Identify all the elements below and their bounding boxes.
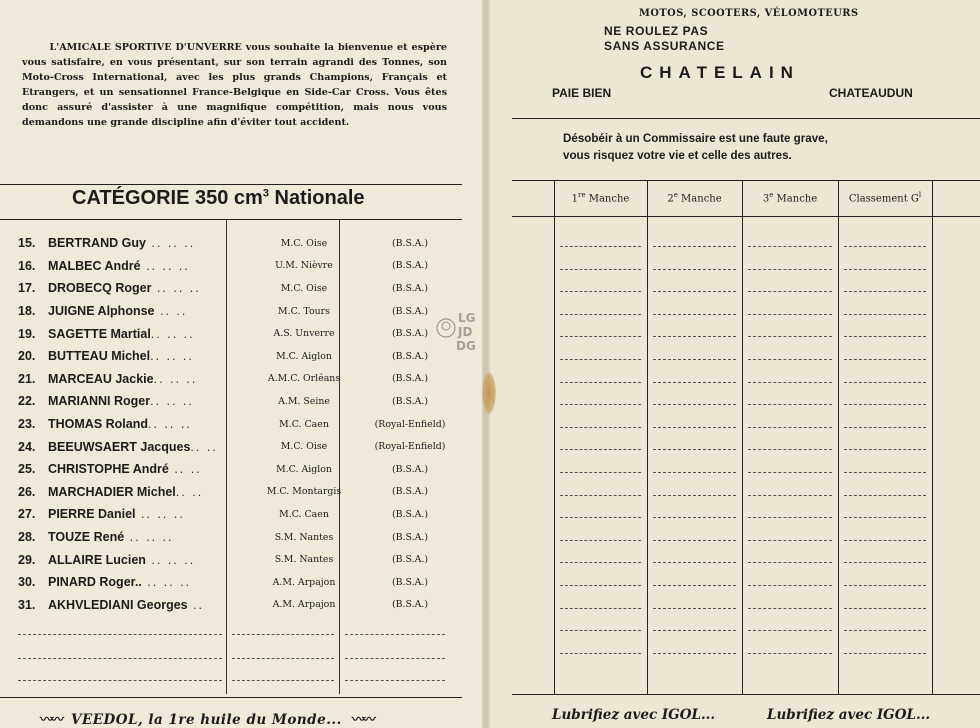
score-entry-line [653, 540, 736, 541]
score-header-sup: e [769, 191, 774, 199]
rider-club: M.C. Caen [279, 418, 329, 430]
rider-row [18, 435, 458, 458]
score-entry-line [560, 472, 641, 473]
rider-club: U.M. Nièvre [275, 260, 333, 272]
score-entry-line [653, 246, 736, 247]
motos-header: MOTOS, SCOOTERS, VÉLOMOTEURS [639, 8, 859, 19]
score-entry-line [844, 653, 926, 654]
rider-name: BUTTEAU Michel [48, 349, 151, 364]
score-entry-line [844, 517, 926, 518]
score-entry-line [748, 540, 832, 541]
score-entry-line [844, 291, 926, 292]
score-entry-line [653, 382, 736, 383]
rider-number: 22. [18, 394, 36, 409]
chateaudun: CHATEAUDUN [829, 86, 913, 100]
category-suffix: Nationale [268, 187, 365, 209]
score-entry-line [560, 495, 641, 496]
rider-name: BERTRAND Guy [48, 236, 146, 251]
score-entry-line [653, 585, 736, 586]
category-sup: 3 [262, 187, 269, 200]
score-entry-line [844, 540, 926, 541]
paie-bien: PAIE BIEN [552, 86, 612, 100]
rider-number: 26. [18, 484, 36, 499]
leader-dots: .. .. [168, 462, 202, 477]
score-entry-line [844, 359, 926, 360]
rider-make: (B.S.A.) [391, 237, 428, 249]
score-entry-line [844, 608, 926, 609]
rider-row [18, 481, 458, 504]
blank-line-4 [18, 658, 222, 659]
rider-make: (B.S.A.) [391, 599, 428, 611]
score-column-line [742, 181, 743, 694]
rider-make: (B.S.A.) [391, 305, 428, 317]
rider-number: 17. [18, 281, 36, 296]
score-column-line [554, 181, 555, 694]
rider-make: (B.S.A.) [391, 328, 428, 340]
score-entry-line [653, 359, 736, 360]
rider-number: 28. [18, 530, 36, 545]
score-entry-line [653, 630, 736, 631]
score-entry-line [748, 336, 832, 337]
score-entry-line [748, 269, 832, 270]
rider-name-cell [48, 345, 246, 368]
igol-advert-1: Lubrifiez avec IGOL... [552, 707, 716, 723]
score-entry-line [560, 382, 641, 383]
rider-row [18, 368, 458, 391]
score-entry-line [560, 404, 641, 405]
score-entry-line [560, 246, 641, 247]
rider-make: (B.S.A.) [391, 260, 428, 272]
rider-make: (B.S.A.) [391, 531, 428, 543]
insurance-slogan [604, 24, 725, 54]
score-header [742, 191, 838, 204]
leader-dots: .. .. .. [141, 575, 192, 590]
ne-roulez-pas: NE ROULEZ PAS [604, 24, 709, 38]
score-entry-line [653, 404, 736, 405]
rider-make: (B.S.A.) [391, 395, 428, 407]
score-entry-line [560, 359, 641, 360]
rule-under-title [0, 219, 462, 220]
rider-row [18, 548, 458, 571]
rider-name-cell [48, 255, 246, 278]
score-entry-line [653, 608, 736, 609]
rider-name-cell [48, 232, 246, 255]
score-header-main: Classement G [848, 193, 919, 205]
right-page [488, 0, 980, 728]
leader-dots: .. .. .. [151, 281, 201, 296]
score-entry-line [748, 630, 832, 631]
leader-dots: .. .. .. [150, 394, 194, 409]
rider-club: M.C. Tours [278, 305, 330, 317]
rule-score-head [512, 216, 980, 217]
score-entry-line [844, 269, 926, 270]
rule-top [0, 184, 462, 185]
rider-name-cell [48, 594, 246, 617]
rider-make: (B.S.A.) [391, 282, 428, 294]
rider-club: M.C. Aiglon [276, 350, 332, 362]
svg-text:LG: LG [458, 311, 476, 325]
rider-number: 19. [18, 326, 36, 341]
score-entry-line [748, 585, 832, 586]
category-label: CATÉGORIE 350 cm [72, 187, 263, 209]
rider-name: THOMAS Roland [48, 417, 148, 432]
rider-club: M.C. Oise [280, 237, 328, 249]
score-entry-line [748, 246, 832, 247]
rule-score-top [512, 180, 980, 181]
score-entry-line [560, 449, 641, 450]
blank-line-2 [232, 634, 334, 635]
rider-make: (Royal-Enfield) [374, 418, 446, 430]
score-entry-line [844, 382, 926, 383]
score-entry-line [844, 404, 926, 405]
leader-dots: .. .. [154, 304, 188, 319]
score-entry-line [748, 314, 832, 315]
rider-make: (B.S.A.) [391, 463, 428, 475]
rider-club: A.S. Unverre [273, 328, 335, 340]
leader-dots: .. .. .. [153, 371, 198, 386]
score-entry-line [748, 359, 832, 360]
score-entry-line [560, 336, 641, 337]
rider-name: ALLAIRE Lucien [48, 552, 146, 567]
rider-name-cell [48, 322, 246, 345]
svg-text:JD: JD [458, 325, 473, 339]
score-entry-line [560, 517, 641, 518]
rider-make: (B.S.A.) [391, 486, 428, 498]
rider-club: S.M. Nantes [274, 554, 334, 566]
rider-name: CHRISTOPHE André [48, 462, 169, 477]
score-header-rest: Manche [585, 193, 630, 205]
rider-name-cell [48, 503, 246, 526]
wave-ornament-left: 〰〰 [40, 712, 61, 728]
rider-number: 30. [18, 575, 36, 590]
blank-line-5 [232, 658, 334, 659]
leader-dots: .. .. .. [150, 349, 194, 364]
rider-number: 20. [18, 349, 36, 364]
score-column-line [647, 181, 648, 694]
rider-name-cell [48, 390, 246, 413]
rider-number: 18. [18, 304, 36, 319]
rider-number: 31. [18, 597, 36, 612]
score-entry-line [560, 630, 641, 631]
blank-line-6 [345, 658, 445, 659]
rider-make: (B.S.A.) [391, 508, 428, 520]
score-entry-line [748, 449, 832, 450]
rider-name: MARCEAU Jackie [48, 371, 154, 386]
chatelain-brand: CHATELAIN [640, 63, 800, 82]
veedol-advert [30, 708, 383, 728]
rider-club: A.M. Arpajon [272, 576, 336, 588]
rider-name: MARIANNI Roger [48, 394, 151, 409]
rider-name: PIERRE Daniel [48, 507, 136, 522]
score-entry-line [560, 427, 641, 428]
rider-name: AKHVLEDIANI Georges [48, 597, 188, 612]
blank-line-8 [232, 680, 334, 681]
score-column-line [838, 181, 839, 694]
paper-stain [482, 372, 496, 414]
rider-club: S.M. Nantes [274, 531, 334, 543]
score-entry-line [560, 653, 641, 654]
score-entry-line [748, 562, 832, 563]
rider-number: 15. [18, 236, 36, 251]
rider-name: BEEUWSAERT Jacques [48, 439, 191, 454]
leader-dots: .. .. [175, 484, 204, 499]
rider-row [18, 322, 458, 345]
rider-name-cell [48, 458, 246, 481]
score-header-main: 2 [667, 193, 674, 205]
score-entry-line [748, 291, 832, 292]
warning-line-1: Désobéir à un Commissaire est une faute grave, [563, 132, 828, 145]
score-entry-line [748, 495, 832, 496]
score-entry-line [653, 336, 736, 337]
blank-line-7 [18, 680, 222, 681]
score-entry-line [560, 562, 641, 563]
score-entry-line [844, 472, 926, 473]
rider-name-cell [48, 368, 246, 391]
score-entry-line [653, 291, 736, 292]
leader-dots: .. .. .. [148, 417, 192, 432]
score-header-rest: Manche [677, 193, 722, 205]
rider-row [18, 594, 458, 617]
rule-right-top [512, 118, 980, 119]
igol-advert-2: Lubrifiez avec IGOL... [767, 707, 931, 723]
score-header-sup: l [918, 191, 922, 199]
rider-name: MARCHADIER Michel [48, 484, 176, 499]
rider-club: M.C. Aiglon [276, 463, 332, 475]
score-header-main: 3 [762, 193, 770, 205]
leader-dots: .. .. .. [135, 507, 185, 522]
rider-number: 29. [18, 552, 36, 567]
score-entry-line [844, 427, 926, 428]
score-header-sup: e [673, 191, 678, 199]
score-entry-line [560, 585, 641, 586]
category-title [72, 187, 365, 210]
rider-name-cell [48, 526, 246, 549]
rider-name: DROBECQ Roger [48, 281, 152, 296]
rider-club: M.C. Oise [280, 282, 328, 294]
club-name: L'AMICALE SPORTIVE D'UNVERRE [49, 42, 242, 53]
rider-name-cell [48, 548, 246, 571]
blank-line-3 [345, 634, 445, 635]
rider-number: 16. [18, 258, 36, 273]
score-entry-line [844, 246, 926, 247]
leader-dots: .. .. .. [145, 236, 196, 251]
score-entry-line [748, 608, 832, 609]
score-entry-line [653, 449, 736, 450]
score-entry-line [844, 495, 926, 496]
score-entry-line [653, 653, 736, 654]
rider-number: 23. [18, 417, 36, 432]
score-entry-line [844, 314, 926, 315]
rider-number: 21. [18, 371, 36, 386]
score-entry-line [748, 382, 832, 383]
score-header [554, 191, 647, 204]
score-header-main: 1 [571, 193, 579, 205]
rider-make: (B.S.A.) [391, 576, 428, 588]
rider-name: TOUZE René [48, 530, 125, 545]
score-entry-line [844, 336, 926, 337]
score-entry-line [748, 427, 832, 428]
score-header [647, 191, 742, 204]
score-entry-line [653, 269, 736, 270]
wave-ornament-right: 〰〰 [351, 712, 373, 728]
rider-table [18, 232, 458, 616]
blank-line-9 [345, 680, 445, 681]
rider-row [18, 255, 458, 278]
leader-dots: .. [187, 597, 205, 612]
rider-club: M.C. Oise [280, 441, 328, 453]
score-entry-line [560, 540, 641, 541]
leader-dots: .. .. [190, 439, 218, 454]
rider-row [18, 277, 458, 300]
score-column-line [932, 181, 933, 694]
score-entry-line [748, 472, 832, 473]
score-entry-line [653, 472, 736, 473]
score-entry-line [844, 449, 926, 450]
blank-line-1 [18, 634, 222, 635]
rider-club: A.M.C. Orléans [267, 373, 341, 385]
rider-name-cell [48, 300, 246, 323]
rule-bottom-left [0, 697, 462, 698]
rider-club: M.C. Montargis [266, 486, 342, 498]
score-entry-line [748, 517, 832, 518]
welcome-paragraph [22, 40, 447, 130]
rider-name-cell [48, 571, 246, 594]
score-entry-line [560, 314, 641, 315]
rider-club: A.M. Arpajon [272, 599, 336, 611]
score-entry-line [560, 608, 641, 609]
rider-name: SAGETTE Martial [48, 326, 151, 341]
commissaire-warning [563, 130, 828, 164]
sans-assurance: SANS ASSURANCE [604, 39, 725, 53]
rider-row [18, 526, 458, 549]
rule-bottom-right [512, 694, 980, 695]
rider-name-cell [48, 481, 246, 504]
score-header-sup: re [578, 191, 586, 199]
rider-make: (B.S.A.) [391, 554, 428, 566]
leader-dots: .. .. .. [124, 530, 174, 545]
score-entry-line [748, 653, 832, 654]
score-entry-line [653, 562, 736, 563]
rider-name-cell [48, 435, 246, 458]
score-entry-line [560, 269, 641, 270]
score-entry-line [560, 291, 641, 292]
rider-number: 24. [18, 439, 36, 454]
rider-number: 25. [18, 462, 36, 477]
score-entry-line [653, 314, 736, 315]
svg-text:DG: DG [456, 339, 476, 353]
library-stamp-icon [436, 306, 492, 366]
score-entry-line [653, 427, 736, 428]
rider-name: JUIGNE Alphonse [48, 304, 155, 319]
score-entry-line [653, 517, 736, 518]
rider-make: (B.S.A.) [391, 373, 428, 385]
rider-club: M.C. Caen [279, 508, 329, 520]
rider-make: (B.S.A.) [391, 350, 428, 362]
rider-name-cell [48, 413, 246, 436]
rider-number: 27. [18, 507, 36, 522]
warning-line-2: vous risquez votre vie et celle des autres. [563, 149, 792, 162]
leader-dots: .. .. .. [140, 258, 190, 273]
welcome-text: vous souhaite la bienvenue et espère vous satisfaire, en vous présentant, sur son terrain agrandi des Tonnes, son Moto-Cross International, avec les plus grands Champions, Français et Etrangers, et un sensationnel France-Belgique en Side-Car Cross. Vous êtes donc assuré d'assister à une magnifique compétition, mais nous vous demandons une grande discipline afin d'éviter tout accident. [22, 42, 447, 128]
leader-dots: .. .. .. [150, 326, 195, 341]
rider-row [18, 458, 458, 481]
rider-row [18, 413, 458, 436]
rider-club: A.M. Seine [278, 395, 330, 407]
rider-row [18, 390, 458, 413]
rider-row [18, 345, 458, 368]
rider-name-cell [48, 277, 246, 300]
score-entry-line [748, 404, 832, 405]
score-entry-line [844, 562, 926, 563]
score-entry-line [844, 585, 926, 586]
rider-name: MALBEC André [48, 258, 141, 273]
rider-row [18, 503, 458, 526]
veedol-text: VEEDOL, la 1re huile du Monde... [71, 712, 342, 728]
rider-name: PINARD Roger.. [48, 575, 142, 590]
rider-row [18, 571, 458, 594]
score-entry-line [844, 630, 926, 631]
rider-row [18, 232, 458, 255]
score-entry-line [653, 495, 736, 496]
score-header [838, 191, 932, 204]
rider-row [18, 300, 458, 323]
leader-dots: .. .. .. [145, 552, 196, 567]
score-header-rest: Manche [773, 193, 818, 205]
rider-make: (Royal-Enfield) [374, 441, 446, 453]
